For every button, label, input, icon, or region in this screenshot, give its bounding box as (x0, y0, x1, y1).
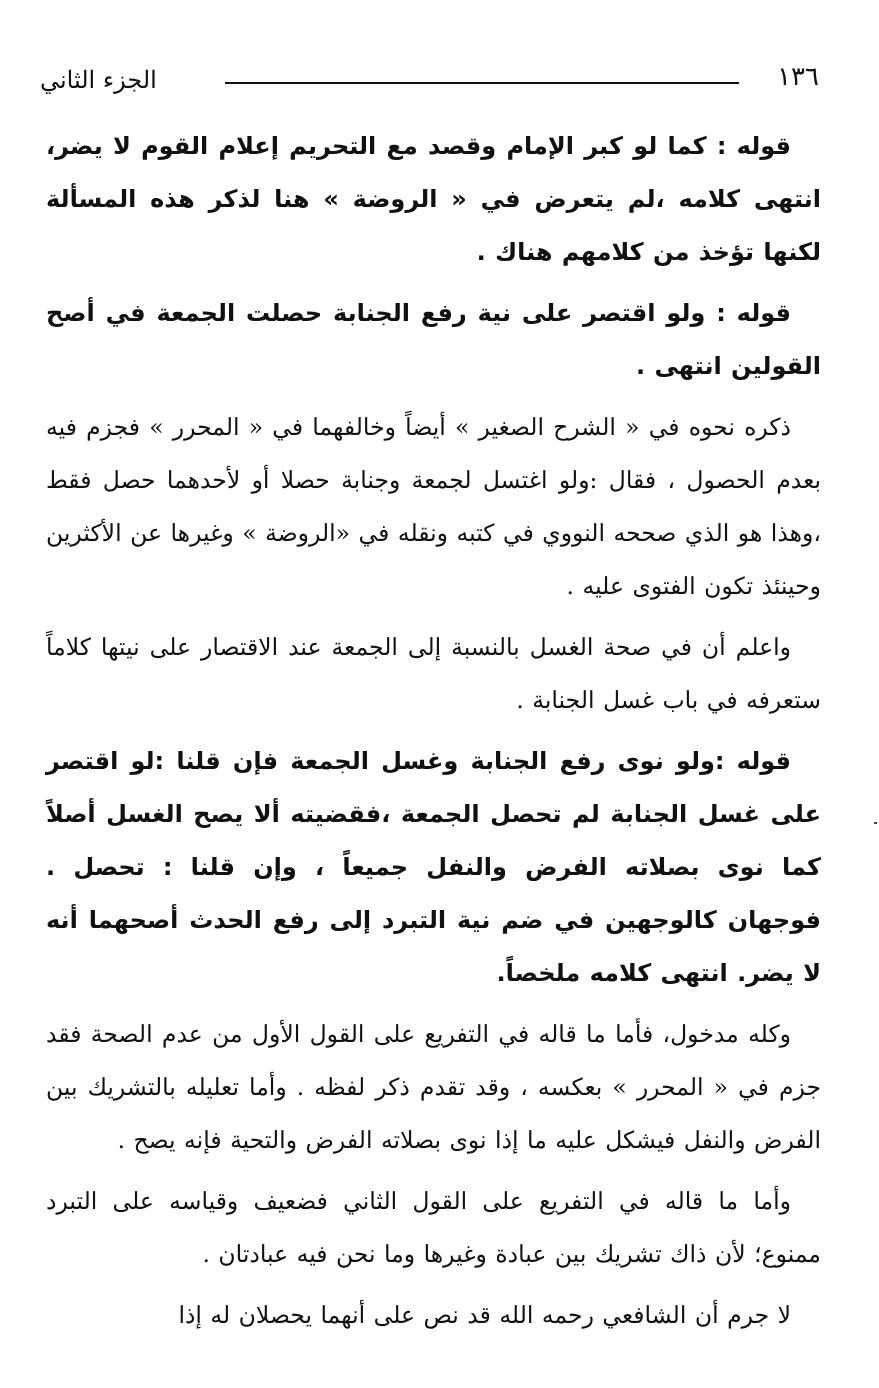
quote-paragraph: قوله : ولو اقتصر على نية رفع الجنابة حصلت الجمعة في أصح القولين انتهى . (46, 299, 821, 380)
quote-paragraph: قوله :ولو نوى رفع الجنابة وغسل الجمعة فإن قلنا :لو اقتصر على غسل الجنابة لم تحصل الجمعة ،فقضيته ألا يصح الغسل أصلاً كما نوى بصلاته الفرض والنفل جميعاً ، وإن قلنا : تحصل . فوجهان كالوجهين في ضم نية التبرد إلى رفع الحدث أصحهما أنه لا يضر. انتهى كلامه ملخصاً. (46, 747, 821, 987)
scan-mark (874, 822, 877, 824)
running-title: الجزء الثاني (40, 66, 157, 94)
header-rule (225, 82, 739, 84)
commentary-paragraph: وأما ما قاله في التفريع على القول الثاني فضعيف وقياسه على التبرد ممنوع؛ لأن ذاك تشريك بين عبادة وغيرها وما نحن فيه عبادتان . (46, 1187, 821, 1268)
page-body (46, 120, 821, 1350)
commentary-paragraph: واعلم أن في صحة الغسل بالنسبة إلى الجمعة عند الاقتصار على نيتها كلاماً ستعرفه في باب غسل الجنابة . (46, 633, 821, 714)
commentary-paragraph: ذكره نحوه في « الشرح الصغير » أيضاً وخالفهما في « المحرر » فجزم فيه بعدم الحصول ، فقال :ولو اغتسل لجمعة وجنابة حصلا أو لأحدهما حصل فقط ،وهذا هو الذي صححه النووي في كتبه ونقله في «الروضة » وغيرها عن الأكثرين وحينئذ تكون الفتوى عليه . (46, 413, 821, 600)
page-header (40, 52, 819, 102)
commentary-paragraph: لا جرم أن الشافعي رحمه الله قد نص على أنهما يحصلان له إذا (178, 1301, 791, 1329)
page-number: ١٣٦ (777, 62, 819, 92)
commentary-paragraph: وكله مدخول، فأما ما قاله في التفريع على القول الأول من عدم الصحة فقد جزم في « المحرر » بعكسه ، وقد تقدم ذكر لفظه . وأما تعليله بالتشريك بين الفرض والنفل فيشكل عليه ما إذا نوى بصلاته الفرض والتحية فإنه يصح . (46, 1020, 821, 1154)
quote-paragraph: قوله : كما لو كبر الإمام وقصد مع التحريم إعلام القوم لا يضر، انتهى كلامه ،لم يتعرض في « الروضة » هنا لذكر هذه المسألة لكنها تؤخذ من كلامهم هناك . (46, 132, 821, 266)
